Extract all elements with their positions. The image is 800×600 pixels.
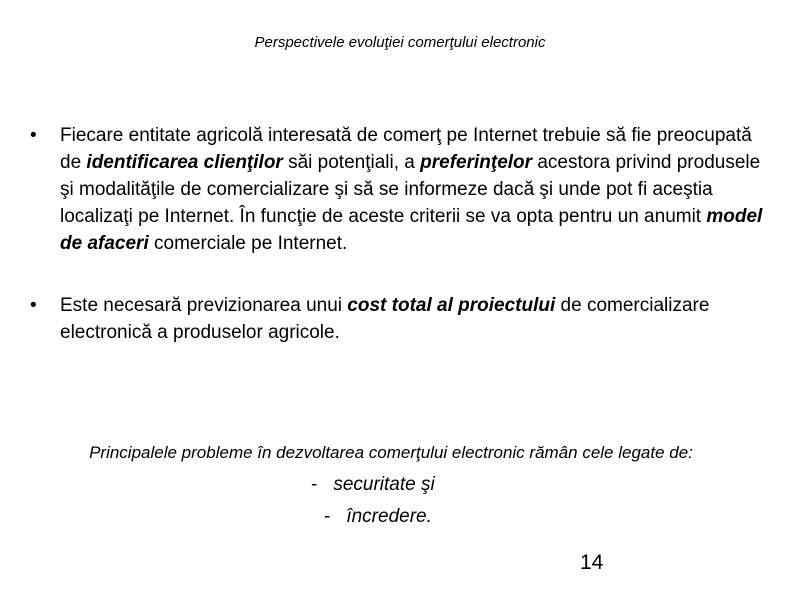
emphasis-text: cost total al proiectului <box>347 295 556 316</box>
problem-item <box>311 474 435 496</box>
text-run: săi potenţiali, a <box>282 152 421 173</box>
bullet-item <box>30 292 765 346</box>
bullet-item <box>30 122 765 257</box>
bullet-icon: • <box>30 295 37 316</box>
problem-text: încredere. <box>346 506 432 527</box>
bullet-list <box>30 122 765 346</box>
bullet-text <box>60 125 762 254</box>
problem-item <box>324 506 432 528</box>
emphasis-text: preferinţelor <box>420 152 533 173</box>
text-run: de comercializare electronică a produselor agricole. <box>60 295 710 343</box>
text-run: comerciale pe Internet. <box>148 233 348 254</box>
problems-intro: Principalele probleme în dezvoltarea comerţului electronic rămân cele legate de: <box>89 443 693 462</box>
text-run: Este necesară previzionarea unui <box>60 295 348 316</box>
bullet-text <box>60 295 709 343</box>
emphasis-text: identificarea clienţilor <box>86 152 283 173</box>
text-run: acestora privind produsele şi modalităţile de comercializare şi să se informeze dacă şi unde pot fi aceştia localizaţi pe Internet. În funcţie de aceste criterii se va opta pentru un anumit <box>60 152 761 227</box>
slide-title: Perspectivele evoluţiei comerţului electronic <box>254 34 546 51</box>
page-number: 14 <box>580 551 604 574</box>
emphasis-text: model de afaceri <box>60 206 763 254</box>
dash-icon: - <box>324 506 331 527</box>
bullet-icon: • <box>30 125 37 146</box>
dash-icon: - <box>311 474 318 495</box>
problem-text: securitate şi <box>333 474 435 495</box>
text-run: Fiecare entitate agricolă interesată de comerţ pe Internet trebuie să fie preocupată de <box>60 125 752 173</box>
